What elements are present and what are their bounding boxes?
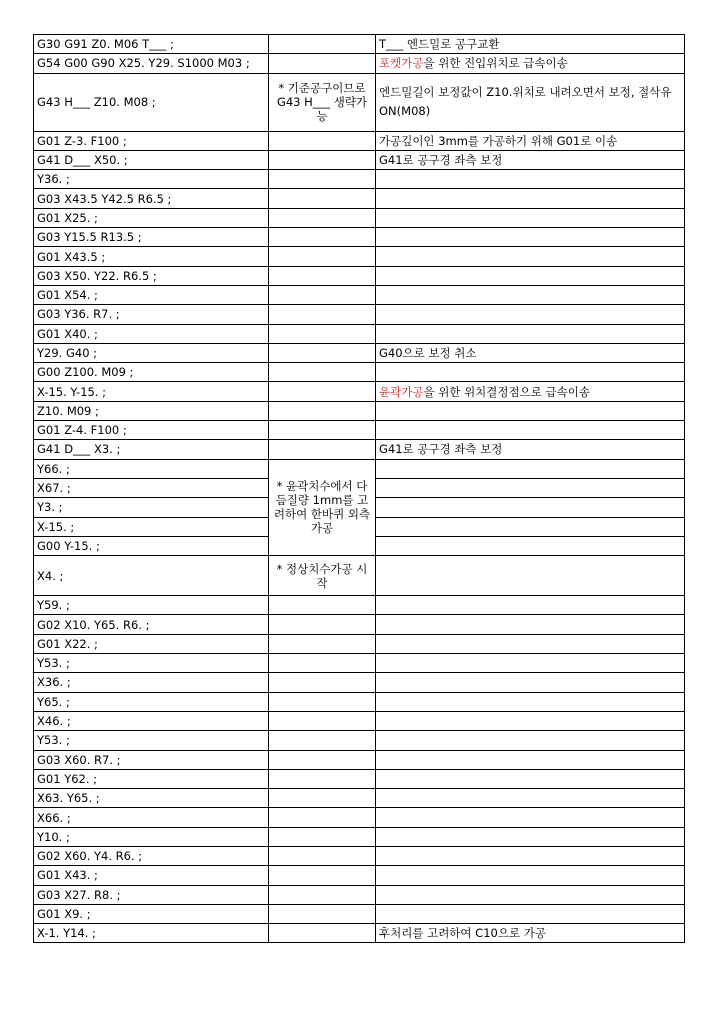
table-row — [34, 711, 685, 730]
table-row — [34, 769, 685, 788]
code-cell: G01 X43.5 ; — [34, 247, 269, 266]
desc-cell: G41로 공구경 좌측 보정 — [376, 150, 685, 169]
note-cell — [269, 711, 376, 730]
desc-cell — [376, 363, 685, 382]
code-cell: Y53. ; — [34, 731, 269, 750]
desc-cell — [376, 846, 685, 865]
code-cell: G03 X27. R8. ; — [34, 885, 269, 904]
desc-cell: 후처리를 고려하여 C10으로 가공 — [376, 924, 685, 943]
code-cell: G03 X43.5 Y42.5 R6.5 ; — [34, 189, 269, 208]
note-cell — [269, 170, 376, 189]
note-cell — [269, 305, 376, 324]
desc-cell — [376, 615, 685, 634]
note-cell — [269, 750, 376, 769]
desc-cell — [376, 401, 685, 420]
desc-cell — [376, 808, 685, 827]
desc-cell — [376, 54, 685, 73]
note-cell — [269, 208, 376, 227]
code-cell: X-15. Y-15. ; — [34, 382, 269, 401]
table-row — [34, 808, 685, 827]
desc-cell — [376, 421, 685, 440]
table-row — [34, 692, 685, 711]
table-row — [34, 363, 685, 382]
note-cell — [269, 401, 376, 420]
note-cell: * 윤곽치수에서 다듬질량 1mm를 고려하여 한바퀴 외측가공 — [269, 459, 376, 555]
note-cell — [269, 54, 376, 73]
table-row — [34, 673, 685, 692]
note-cell — [269, 189, 376, 208]
desc-cell — [376, 247, 685, 266]
table-row — [34, 150, 685, 169]
table-row — [34, 54, 685, 73]
note-cell — [269, 247, 376, 266]
desc-cell — [376, 711, 685, 730]
table-row — [34, 189, 685, 208]
code-cell: Y36. ; — [34, 170, 269, 189]
desc-cell — [376, 266, 685, 285]
note-cell — [269, 285, 376, 304]
table-row — [34, 924, 685, 943]
table-row — [34, 247, 685, 266]
table-row — [34, 459, 685, 478]
table-row — [34, 73, 685, 131]
desc-text: 을 위한 위치결정점으로 급속이송 — [423, 384, 590, 399]
table-row — [34, 615, 685, 634]
desc-cell — [376, 459, 685, 478]
desc-cell — [376, 498, 685, 517]
desc-cell: 엔드밀길이 보정값이 Z10.위치로 내려오면서 보정, 절삭유 ON(M08) — [376, 73, 685, 131]
desc-cell — [376, 208, 685, 227]
table-row — [34, 654, 685, 673]
code-cell: Y10. ; — [34, 827, 269, 846]
desc-cell — [376, 596, 685, 615]
table-row — [34, 634, 685, 653]
code-cell: G41 D___ X50. ; — [34, 150, 269, 169]
table-row — [34, 556, 685, 596]
note-cell — [269, 731, 376, 750]
code-cell: G03 Y36. R7. ; — [34, 305, 269, 324]
desc-cell: G40으로 보정 취소 — [376, 343, 685, 362]
table-row — [34, 401, 685, 420]
note-cell: * 정상치수가공 시작 — [269, 556, 376, 596]
code-cell: X-15. ; — [34, 517, 269, 536]
table-row — [34, 266, 685, 285]
note-cell — [269, 615, 376, 634]
desc-cell — [376, 536, 685, 555]
desc-cell — [376, 189, 685, 208]
table-row — [34, 731, 685, 750]
desc-cell: T___ 엔드밀로 공구교환 — [376, 35, 685, 54]
note-cell — [269, 421, 376, 440]
code-cell: G01 X22. ; — [34, 634, 269, 653]
code-cell: G01 X43. ; — [34, 866, 269, 885]
nc-program-table — [33, 34, 685, 943]
table-row — [34, 750, 685, 769]
code-cell: G03 Y15.5 R13.5 ; — [34, 228, 269, 247]
code-cell: X4. ; — [34, 556, 269, 596]
table-row — [34, 866, 685, 885]
code-cell: G01 Z-4. F100 ; — [34, 421, 269, 440]
desc-cell — [376, 382, 685, 401]
table-row — [34, 885, 685, 904]
table-row — [34, 170, 685, 189]
note-cell — [269, 324, 376, 343]
desc-cell: 가공깊이인 3mm를 가공하기 위해 G01로 이송 — [376, 131, 685, 150]
desc-highlight: 윤곽가공 — [379, 384, 424, 399]
desc-cell — [376, 556, 685, 596]
desc-cell — [376, 692, 685, 711]
desc-cell — [376, 170, 685, 189]
code-cell: G01 X40. ; — [34, 324, 269, 343]
desc-cell — [376, 885, 685, 904]
table-row — [34, 440, 685, 459]
table-row — [34, 382, 685, 401]
code-cell: Y53. ; — [34, 654, 269, 673]
table-row — [34, 596, 685, 615]
code-cell: G03 X60. R7. ; — [34, 750, 269, 769]
code-cell: Y29. G40 ; — [34, 343, 269, 362]
table-row — [34, 228, 685, 247]
table-row — [34, 827, 685, 846]
code-cell: Y65. ; — [34, 692, 269, 711]
desc-cell — [376, 324, 685, 343]
note-cell — [269, 440, 376, 459]
code-cell: G01 X54. ; — [34, 285, 269, 304]
desc-cell — [376, 228, 685, 247]
table-row — [34, 305, 685, 324]
note-cell — [269, 808, 376, 827]
code-cell: G43 H___ Z10. M08 ; — [34, 73, 269, 131]
code-cell: X46. ; — [34, 711, 269, 730]
table-row — [34, 208, 685, 227]
code-cell: G02 X10. Y65. R6. ; — [34, 615, 269, 634]
table-row — [34, 421, 685, 440]
note-cell — [269, 904, 376, 923]
desc-cell — [376, 654, 685, 673]
desc-cell — [376, 517, 685, 536]
code-cell: Y66. ; — [34, 459, 269, 478]
code-cell: G00 Y-15. ; — [34, 536, 269, 555]
code-cell: G54 G00 G90 X25. Y29. S1000 M03 ; — [34, 54, 269, 73]
desc-cell — [376, 731, 685, 750]
code-cell: Y59. ; — [34, 596, 269, 615]
desc-cell — [376, 634, 685, 653]
desc-text: 을 위한 진입위치로 급속이송 — [423, 56, 568, 71]
note-cell — [269, 692, 376, 711]
desc-cell — [376, 866, 685, 885]
code-cell: G00 Z100. M09 ; — [34, 363, 269, 382]
code-cell: G41 D___ X3. ; — [34, 440, 269, 459]
table-row — [34, 324, 685, 343]
note-cell — [269, 673, 376, 692]
table-row — [34, 846, 685, 865]
note-cell — [269, 654, 376, 673]
note-cell — [269, 382, 376, 401]
code-cell: X63. Y65. ; — [34, 789, 269, 808]
desc-cell — [376, 285, 685, 304]
desc-cell — [376, 827, 685, 846]
note-cell — [269, 35, 376, 54]
table-row — [34, 131, 685, 150]
code-cell: G02 X60. Y4. R6. ; — [34, 846, 269, 865]
note-cell — [269, 769, 376, 788]
desc-cell — [376, 769, 685, 788]
note-cell — [269, 789, 376, 808]
desc-highlight: 포켓가공 — [379, 56, 424, 71]
note-cell — [269, 150, 376, 169]
note-cell — [269, 866, 376, 885]
desc-cell — [376, 789, 685, 808]
desc-cell — [376, 305, 685, 324]
code-cell: X66. ; — [34, 808, 269, 827]
code-cell: G30 G91 Z0. M06 T___ ; — [34, 35, 269, 54]
desc-cell: G41로 공구경 좌측 보정 — [376, 440, 685, 459]
code-cell: G01 Z-3. F100 ; — [34, 131, 269, 150]
note-cell — [269, 363, 376, 382]
desc-cell — [376, 673, 685, 692]
note-cell — [269, 228, 376, 247]
code-cell: Y3. ; — [34, 498, 269, 517]
code-cell: X-1. Y14. ; — [34, 924, 269, 943]
code-cell: G01 X25. ; — [34, 208, 269, 227]
table-row — [34, 285, 685, 304]
note-cell — [269, 846, 376, 865]
note-cell — [269, 131, 376, 150]
note-cell — [269, 827, 376, 846]
code-cell: G01 Y62. ; — [34, 769, 269, 788]
desc-cell — [376, 750, 685, 769]
note-cell — [269, 924, 376, 943]
table-row — [34, 35, 685, 54]
note-cell — [269, 266, 376, 285]
code-cell: Z10. M09 ; — [34, 401, 269, 420]
desc-cell — [376, 904, 685, 923]
table-row — [34, 789, 685, 808]
code-cell: G01 X9. ; — [34, 904, 269, 923]
desc-cell — [376, 478, 685, 497]
table-row — [34, 904, 685, 923]
note-cell — [269, 596, 376, 615]
note-cell — [269, 885, 376, 904]
code-cell: X67. ; — [34, 478, 269, 497]
table-row — [34, 343, 685, 362]
note-cell — [269, 343, 376, 362]
code-cell: G03 X50. Y22. R6.5 ; — [34, 266, 269, 285]
code-cell: X36. ; — [34, 673, 269, 692]
note-cell: * 기준공구이므로 G43 H___ 생략가능 — [269, 73, 376, 131]
note-cell — [269, 634, 376, 653]
